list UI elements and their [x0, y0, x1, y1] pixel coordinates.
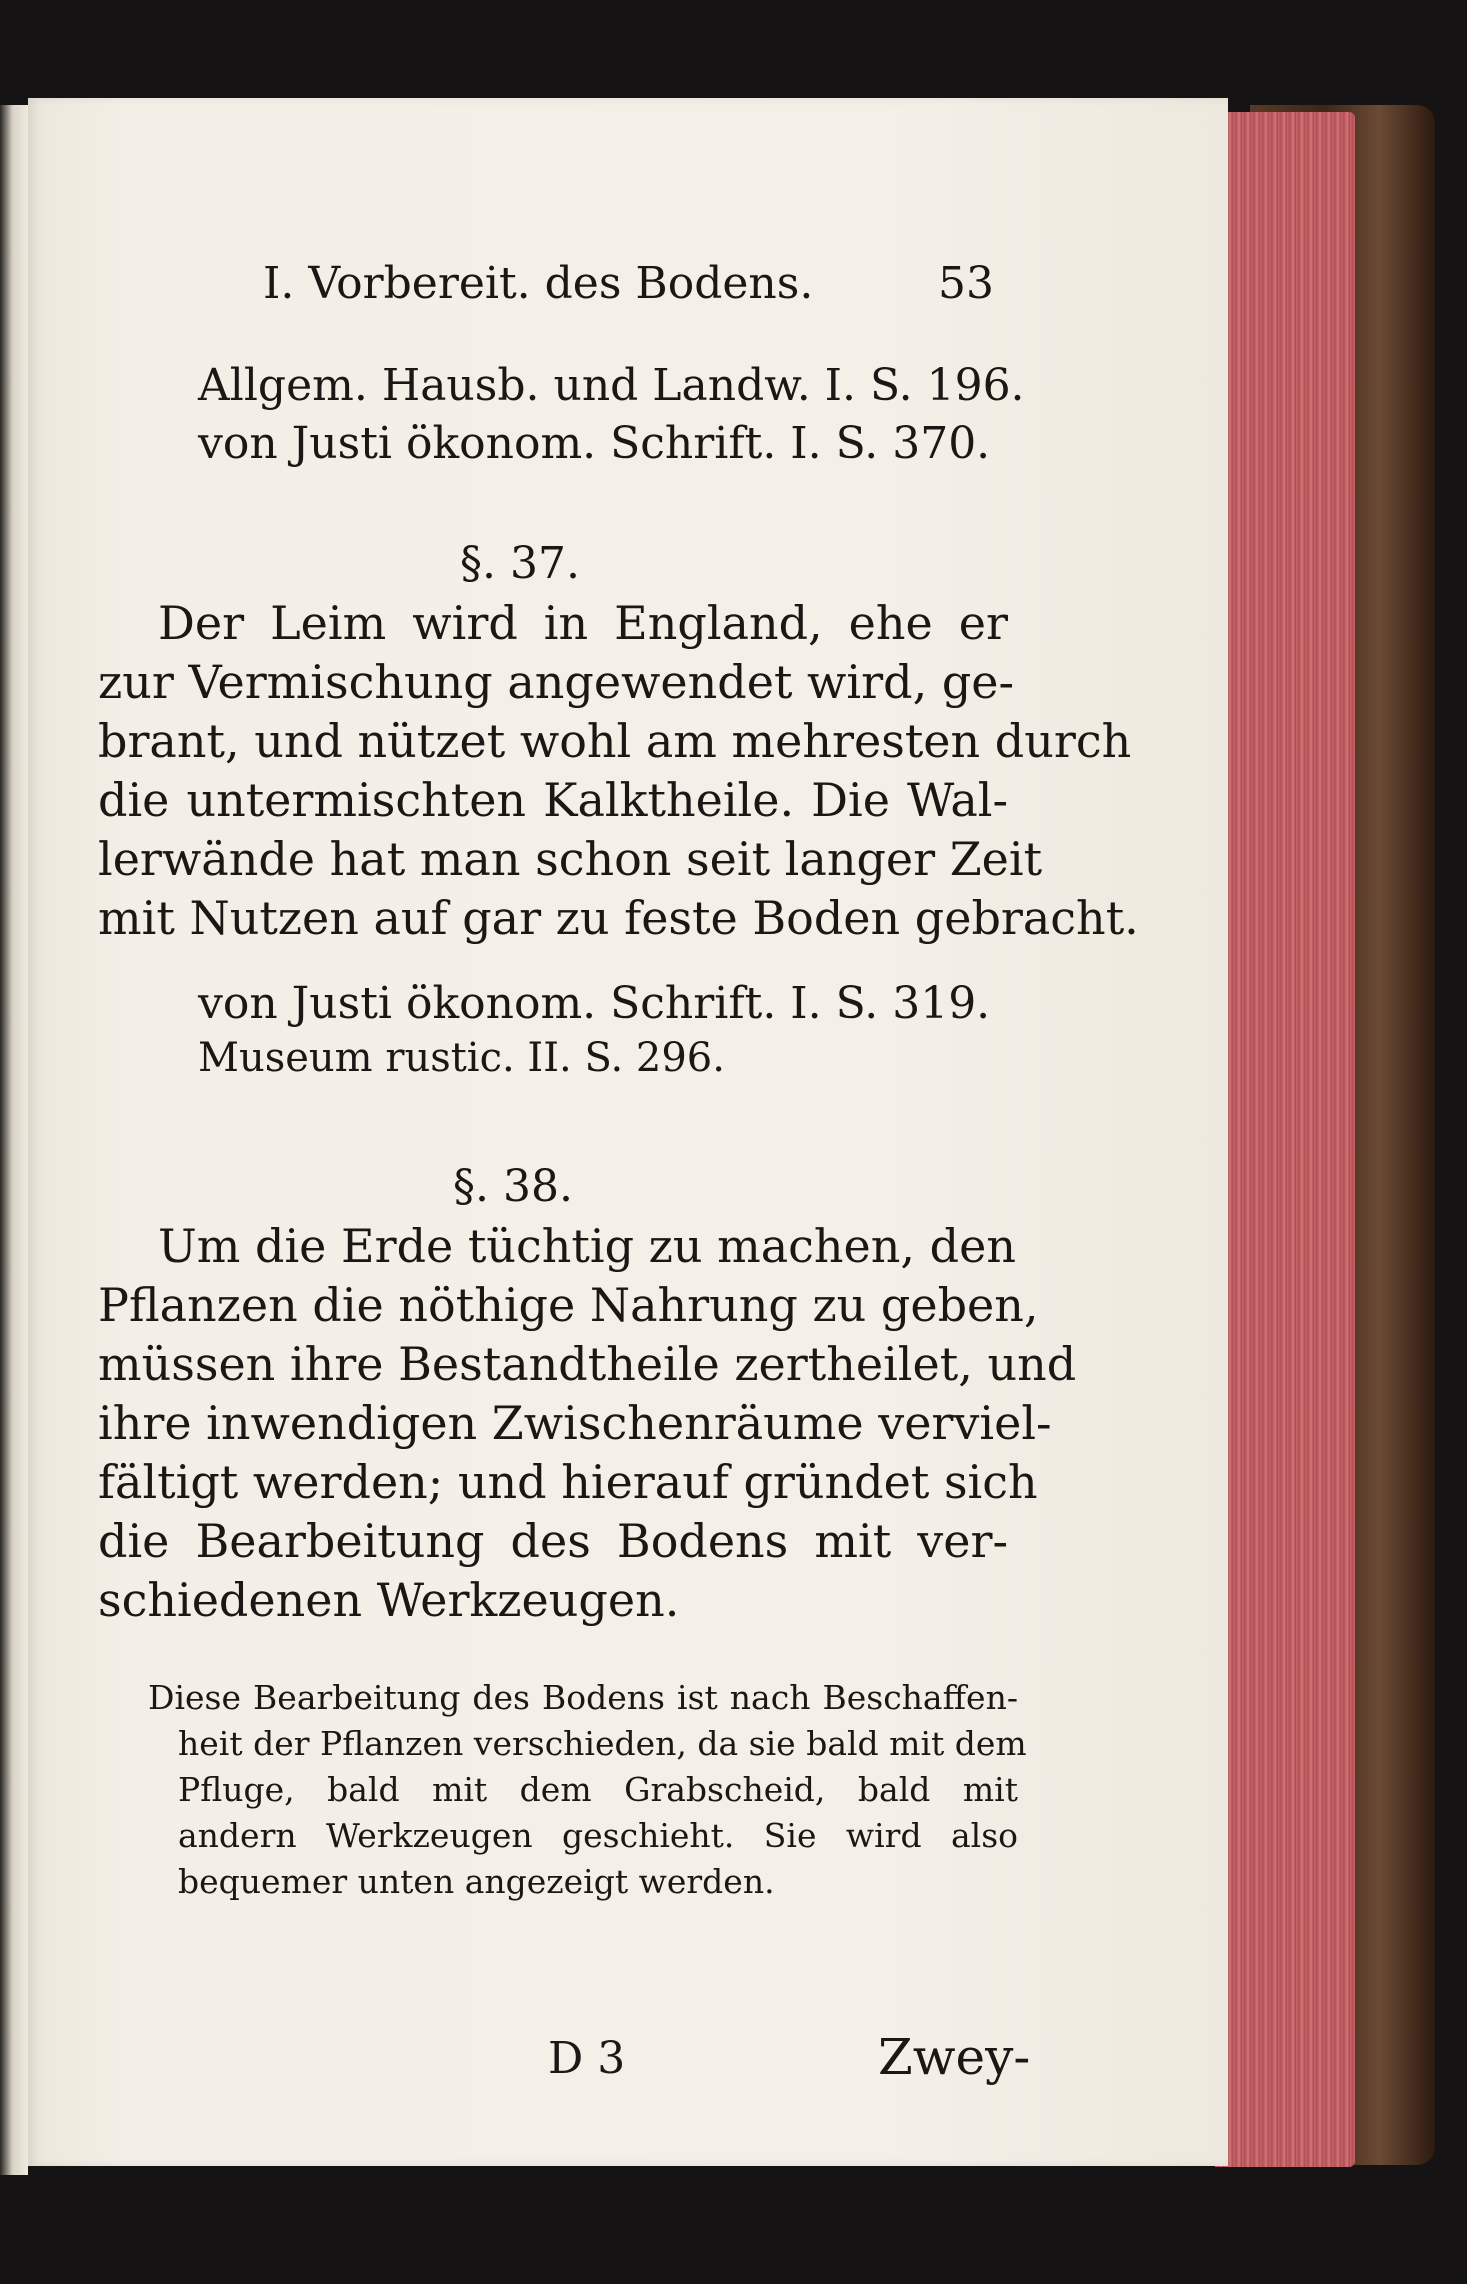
section-heading: §. 38. — [453, 1161, 573, 1212]
previous-page-edge — [0, 105, 28, 2175]
signature-mark: D 3 — [548, 2033, 626, 2084]
body-line: ihre inwendigen Zwischenräume verviel- — [98, 1396, 1052, 1450]
page-number: 53 — [938, 258, 994, 309]
body-line: Um die Erde tüchtig zu machen, den — [158, 1219, 1016, 1273]
body-line: mit Nutzen auf gar zu feste Boden gebracht. — [98, 891, 1139, 945]
note-line: heit der Pflanzen verschieden, da sie bald mit dem — [178, 1724, 1027, 1763]
body-line: Pflanzen die nöthige Nahrung zu geben, — [98, 1278, 1039, 1332]
note-line: Diese Bearbeitung des Bodens ist nach Beschaffen- — [148, 1678, 1018, 1717]
body-line: brant, und nützet wohl am mehresten durch — [98, 714, 1132, 768]
note-line: andern Werkzeugen geschieht. Sie wird also — [178, 1816, 1018, 1855]
body-line: Der Leim wird in England, ehe er — [158, 596, 1008, 650]
section-heading: §. 37. — [460, 538, 580, 589]
body-line: zur Vermischung angewendet wird, ge- — [98, 655, 1015, 709]
page-edges — [1215, 112, 1355, 2167]
catchword: Zwey- — [878, 2028, 1031, 2086]
note-line: bequemer unten angezeigt werden. — [178, 1862, 775, 1901]
book-page — [28, 98, 1228, 2166]
reference-line: Museum rustic. II. S. 296. — [198, 1035, 725, 1081]
reference-line: Allgem. Hausb. und Landw. I. S. 196. — [198, 360, 1025, 411]
body-line: schiedenen Werkzeugen. — [98, 1573, 680, 1627]
running-title: I. Vorbereit. des Bodens. — [263, 258, 814, 309]
body-line: die untermischten Kalktheile. Die Wal- — [98, 773, 1008, 827]
reference-line: von Justi ökonom. Schrift. I. S. 370. — [198, 418, 991, 469]
body-line: die Bearbeitung des Bodens mit ver- — [98, 1514, 1008, 1568]
body-line: lerwände hat man schon seit langer Zeit — [98, 832, 1043, 886]
body-line: fältigt werden; und hierauf gründet sich — [98, 1455, 1038, 1509]
reference-line: von Justi ökonom. Schrift. I. S. 319. — [198, 978, 991, 1029]
note-line: Pfluge, bald mit dem Grabscheid, bald mit — [178, 1770, 1018, 1809]
body-line: müssen ihre Bestandtheile zertheilet, und — [98, 1337, 1077, 1391]
